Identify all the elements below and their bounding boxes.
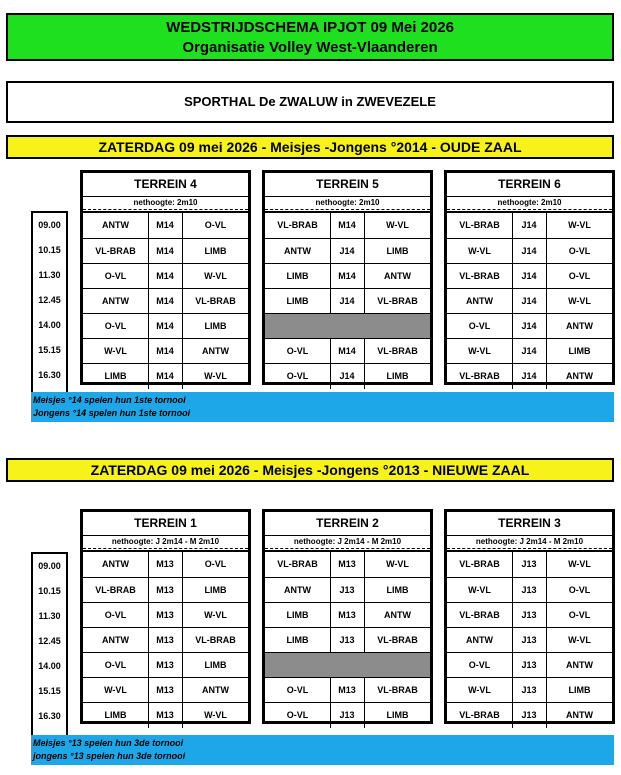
match-row xyxy=(83,213,248,238)
away-team: ANTW xyxy=(202,346,229,356)
home-team: ANTW xyxy=(447,628,513,653)
match-row xyxy=(265,577,430,603)
net-height: nethoogte: 2m10 xyxy=(83,197,248,210)
home-team: VL-BRAB xyxy=(447,703,513,728)
away-team: LIMB xyxy=(386,371,409,381)
category: J13 xyxy=(512,628,547,653)
away-team: VL-BRAB xyxy=(195,296,236,306)
category: J14 xyxy=(330,239,365,264)
away-team: VL-BRAB xyxy=(195,635,236,645)
court-name: TERREIN 1 xyxy=(83,512,248,536)
note-line: Jongens °14 spelen hun 1ste tornooi xyxy=(33,408,191,418)
away-team: LIMB xyxy=(386,585,409,595)
home-team: LIMB xyxy=(265,628,331,653)
away-team: O-VL xyxy=(568,585,591,595)
category: J13 xyxy=(512,703,547,728)
time-slot: 11.30 xyxy=(38,611,61,621)
match-row xyxy=(447,313,612,339)
home-team: O-VL xyxy=(265,339,331,364)
court-table xyxy=(80,170,251,385)
court-table xyxy=(262,509,433,724)
match-row xyxy=(265,288,430,314)
match-row xyxy=(265,652,430,678)
away-team: W-VL xyxy=(386,220,409,230)
match-row xyxy=(83,627,248,653)
net-height: nethoogte: J 2m14 - M 2m10 xyxy=(265,536,430,549)
match-row xyxy=(83,363,248,389)
home-team: O-VL xyxy=(83,314,149,339)
net-height: nethoogte: J 2m14 - M 2m10 xyxy=(83,536,248,549)
home-team: O-VL xyxy=(447,314,513,339)
away-team: ANTW xyxy=(566,321,593,331)
away-team: W-VL xyxy=(204,371,227,381)
time-slot: 09.00 xyxy=(38,561,61,571)
court-name: TERREIN 4 xyxy=(83,173,248,197)
category: M13 xyxy=(148,653,183,678)
home-team: VL-BRAB xyxy=(447,213,513,238)
away-team: O-VL xyxy=(204,559,227,569)
match-row xyxy=(447,552,612,577)
match-row xyxy=(265,313,430,339)
away-team: O-VL xyxy=(568,610,591,620)
away-team: LIMB xyxy=(204,585,227,595)
notes-box xyxy=(31,735,614,765)
category: M14 xyxy=(148,213,183,238)
home-team: O-VL xyxy=(83,653,149,678)
category: J13 xyxy=(330,628,365,653)
category: J13 xyxy=(512,552,547,577)
category: J14 xyxy=(330,364,365,389)
match-row xyxy=(447,602,612,628)
category: J14 xyxy=(512,264,547,289)
away-team: W-VL xyxy=(204,610,227,620)
home-team: VL-BRAB xyxy=(83,578,149,603)
match-row xyxy=(447,238,612,264)
match-row xyxy=(83,577,248,603)
category: J13 xyxy=(512,678,547,703)
match-row xyxy=(447,577,612,603)
away-team: LIMB xyxy=(568,685,591,695)
home-team: W-VL xyxy=(447,339,513,364)
time-slot: 16.30 xyxy=(38,370,61,380)
away-team: O-VL xyxy=(204,220,227,230)
category: M13 xyxy=(148,628,183,653)
time-slot: 09.00 xyxy=(38,220,61,230)
category: J13 xyxy=(512,578,547,603)
match-row xyxy=(265,627,430,653)
match-list xyxy=(83,550,248,721)
category: M13 xyxy=(148,552,183,577)
time-column xyxy=(31,552,68,748)
category: J14 xyxy=(512,364,547,389)
away-team: VL-BRAB xyxy=(377,685,418,695)
category: J14 xyxy=(512,213,547,238)
time-slot: 12.45 xyxy=(38,636,61,646)
home-team: LIMB xyxy=(83,364,149,389)
category: M14 xyxy=(148,339,183,364)
home-team: W-VL xyxy=(83,678,149,703)
away-team: W-VL xyxy=(568,559,591,569)
home-team: LIMB xyxy=(265,603,331,628)
category: J14 xyxy=(512,239,547,264)
match-row xyxy=(83,238,248,264)
category: J14 xyxy=(512,289,547,314)
category: M14 xyxy=(148,264,183,289)
home-team: LIMB xyxy=(265,289,331,314)
home-team: O-VL xyxy=(447,653,513,678)
match-row xyxy=(83,552,248,577)
category: J14 xyxy=(512,314,547,339)
match-row xyxy=(447,363,612,389)
match-row xyxy=(83,313,248,339)
match-row xyxy=(83,602,248,628)
net-height: nethoogte: 2m10 xyxy=(447,197,612,210)
match-row xyxy=(447,677,612,703)
time-slot: 10.15 xyxy=(38,586,61,596)
match-row xyxy=(447,263,612,289)
away-team: ANTW xyxy=(566,710,593,720)
home-team: ANTW xyxy=(447,289,513,314)
home-team: ANTW xyxy=(83,289,149,314)
away-team: ANTW xyxy=(384,610,411,620)
time-slot: 14.00 xyxy=(38,320,61,330)
home-team: VL-BRAB xyxy=(447,603,513,628)
match-row xyxy=(83,652,248,678)
match-row xyxy=(265,238,430,264)
time-slot: 11.30 xyxy=(38,270,61,280)
away-team: W-VL xyxy=(568,296,591,306)
away-team: LIMB xyxy=(204,321,227,331)
category: M13 xyxy=(330,603,365,628)
away-team: LIMB xyxy=(568,346,591,356)
match-row xyxy=(447,338,612,364)
net-height: nethoogte: 2m10 xyxy=(265,197,430,210)
note-line: Meisjes °13 spelen hun 3de tornooi xyxy=(33,738,184,748)
category: M14 xyxy=(148,314,183,339)
match-row xyxy=(447,702,612,728)
away-team: ANTW xyxy=(202,685,229,695)
notes-box xyxy=(31,392,614,422)
match-row xyxy=(447,652,612,678)
match-row xyxy=(447,288,612,314)
category: M14 xyxy=(148,289,183,314)
away-team: LIMB xyxy=(204,246,227,256)
day-header: ZATERDAG 09 mei 2026 - Meisjes -Jongens °2013 - NIEUWE ZAAL xyxy=(6,458,614,482)
home-team: ANTW xyxy=(83,628,149,653)
court-name: TERREIN 5 xyxy=(265,173,430,197)
court-name: TERREIN 3 xyxy=(447,512,612,536)
home-team: ANTW xyxy=(265,578,331,603)
page-header xyxy=(6,13,614,61)
home-team: O-VL xyxy=(265,678,331,703)
match-row xyxy=(265,263,430,289)
note-line: Meisjes °14 spelen hun 1ste tornooi xyxy=(33,395,186,405)
time-slot: 15.15 xyxy=(38,345,61,355)
category: M14 xyxy=(148,239,183,264)
away-team: LIMB xyxy=(386,246,409,256)
home-team: O-VL xyxy=(265,364,331,389)
court-table xyxy=(444,170,615,385)
match-row xyxy=(265,702,430,728)
match-row xyxy=(83,338,248,364)
away-team: W-VL xyxy=(204,710,227,720)
home-team: ANTW xyxy=(83,213,149,238)
home-team: W-VL xyxy=(447,239,513,264)
home-team: O-VL xyxy=(265,703,331,728)
court-table xyxy=(262,170,433,385)
home-team: VL-BRAB xyxy=(83,239,149,264)
category: M13 xyxy=(148,703,183,728)
category: J13 xyxy=(330,578,365,603)
away-team: ANTW xyxy=(566,371,593,381)
category: J13 xyxy=(512,603,547,628)
match-row xyxy=(83,288,248,314)
away-team: W-VL xyxy=(568,220,591,230)
category: M13 xyxy=(148,603,183,628)
match-row xyxy=(265,602,430,628)
time-slot: 10.15 xyxy=(38,245,61,255)
match-row xyxy=(265,552,430,577)
home-team: LIMB xyxy=(265,264,331,289)
home-team: W-VL xyxy=(447,678,513,703)
category: J14 xyxy=(330,289,365,314)
away-team: W-VL xyxy=(386,559,409,569)
home-team: W-VL xyxy=(447,578,513,603)
home-team: W-VL xyxy=(83,339,149,364)
away-team: ANTW xyxy=(384,271,411,281)
court-table xyxy=(444,509,615,724)
away-team: O-VL xyxy=(568,246,591,256)
match-list xyxy=(265,211,430,382)
match-list xyxy=(447,211,612,382)
match-row xyxy=(447,213,612,238)
away-team: LIMB xyxy=(386,710,409,720)
court-table xyxy=(80,509,251,724)
time-slot: 14.00 xyxy=(38,661,61,671)
court-name: TERREIN 2 xyxy=(265,512,430,536)
time-slot: 12.45 xyxy=(38,295,61,305)
time-slot: 16.30 xyxy=(38,711,61,721)
away-team: VL-BRAB xyxy=(377,346,418,356)
match-row xyxy=(265,338,430,364)
away-team: W-VL xyxy=(204,271,227,281)
court-name: TERREIN 6 xyxy=(447,173,612,197)
match-row xyxy=(447,627,612,653)
category: J14 xyxy=(512,339,547,364)
match-row xyxy=(265,213,430,238)
note-line: jongens °13 spelen hun 3de tornooi xyxy=(33,751,186,761)
time-column xyxy=(31,211,68,407)
day-header: ZATERDAG 09 mei 2026 - Meisjes -Jongens °2014 - OUDE ZAAL xyxy=(6,135,614,159)
match-list xyxy=(83,211,248,382)
category: M13 xyxy=(330,678,365,703)
venue-banner: SPORTHAL De ZWALUW in ZWEVEZELE xyxy=(6,81,614,123)
category: M13 xyxy=(330,552,365,577)
category: M14 xyxy=(330,213,365,238)
header-title: WEDSTRIJDSCHEMA IPJOT 09 Mei 2026 xyxy=(166,19,454,36)
category: J13 xyxy=(512,653,547,678)
match-list xyxy=(265,550,430,721)
away-team: O-VL xyxy=(568,271,591,281)
category: M14 xyxy=(330,339,365,364)
away-team: LIMB xyxy=(204,660,227,670)
match-row xyxy=(265,677,430,703)
net-height: nethoogte: J 2m14 - M 2m10 xyxy=(447,536,612,549)
match-list xyxy=(447,550,612,721)
category: M13 xyxy=(148,678,183,703)
match-row xyxy=(83,263,248,289)
away-team: ANTW xyxy=(566,660,593,670)
category: M14 xyxy=(330,264,365,289)
empty-slot xyxy=(265,653,430,678)
match-row xyxy=(265,363,430,389)
away-team: W-VL xyxy=(568,635,591,645)
match-row xyxy=(83,677,248,703)
home-team: LIMB xyxy=(83,703,149,728)
home-team: VL-BRAB xyxy=(447,552,513,577)
header-subtitle: Organisatie Volley West-Vlaanderen xyxy=(182,39,438,56)
home-team: VL-BRAB xyxy=(265,213,331,238)
match-row xyxy=(83,702,248,728)
home-team: ANTW xyxy=(265,239,331,264)
home-team: O-VL xyxy=(83,603,149,628)
away-team: VL-BRAB xyxy=(377,635,418,645)
category: M14 xyxy=(148,364,183,389)
home-team: VL-BRAB xyxy=(447,264,513,289)
away-team: VL-BRAB xyxy=(377,296,418,306)
home-team: ANTW xyxy=(83,552,149,577)
time-slot: 15.15 xyxy=(38,686,61,696)
empty-slot xyxy=(265,314,430,339)
home-team: VL-BRAB xyxy=(265,552,331,577)
home-team: O-VL xyxy=(83,264,149,289)
category: M13 xyxy=(148,578,183,603)
category: J13 xyxy=(330,703,365,728)
home-team: VL-BRAB xyxy=(447,364,513,389)
